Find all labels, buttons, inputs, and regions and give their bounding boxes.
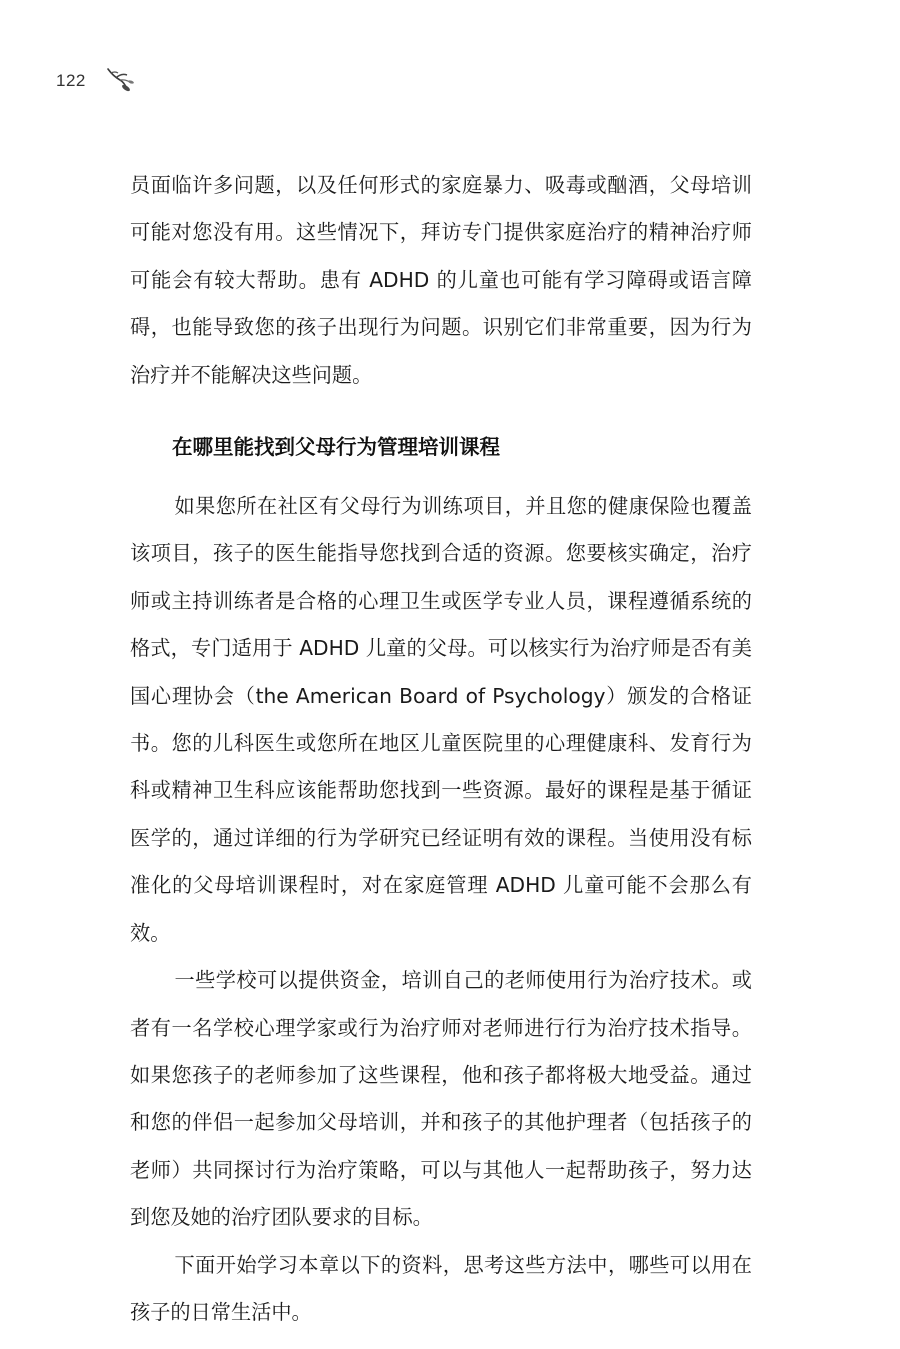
- paragraph-school-training: 一些学校可以提供资金，培训自己的老师使用行为治疗技术。或者有一名学校心理学家或行为治疗师对老师进行行为治疗技术指导。如果您孩子的老师参加了这些课程，他和孩子都将极大地受益。通过和您的伴侣一起参加父母培训，并和孩子的其他护理者（包括孩子的老师）共同探讨行为治疗策略，可以与其他人一起帮助孩子，努力达到您及她的治疗团队要求的目标。: [130, 968, 752, 1230]
- page-header: [56, 66, 138, 96]
- paragraph-finding-programs: 如果您所在社区有父母行为训练项目，并且您的健康保险也覆盖该项目，孩子的医生能指导您找到合适的资源。您要核实确定，治疗师或主持训练者是合格的心理卫生或医学专业人员，课程遵循系统的格式，专门适用于 ADHD 儿童的父母。可以核实行为治疗师是否有美国心理协会（the American Board of Psychology）颁发的合格证书。您的儿科医生或您所在地区儿童医院里的心理健康科、发育行为科或精神卫生科应该能帮助您找到一些资源。最好的课程是基于循证医学的，通过详细的行为学研究已经证明有效的课程。当使用没有标准化的父母培训课程时，对在家庭管理 ADHD 儿童可能不会那么有效。: [130, 494, 752, 945]
- paragraph-continued: 员面临许多问题，以及任何形式的家庭暴力、吸毒或酗酒，父母培训可能对您没有用。这些情况下，拜访专门提供家庭治疗的精神治疗师可能会有较大帮助。患有 ADHD 的儿童也可能有学习障碍或语言障碍，也能导致您的孩子出现行为问题。识别它们非常重要，因为行为治疗并不能解决这些问题。: [130, 173, 752, 387]
- body-text: [130, 162, 752, 1336]
- leaf-ornament-icon: [104, 66, 138, 96]
- section-heading: 在哪里能找到父母行为管理培训课程: [172, 435, 500, 460]
- paragraph-next-steps: 下面开始学习本章以下的资料，思考这些方法中，哪些可以用在孩子的日常生活中。: [130, 1252, 752, 1324]
- page-number: 122: [56, 71, 86, 90]
